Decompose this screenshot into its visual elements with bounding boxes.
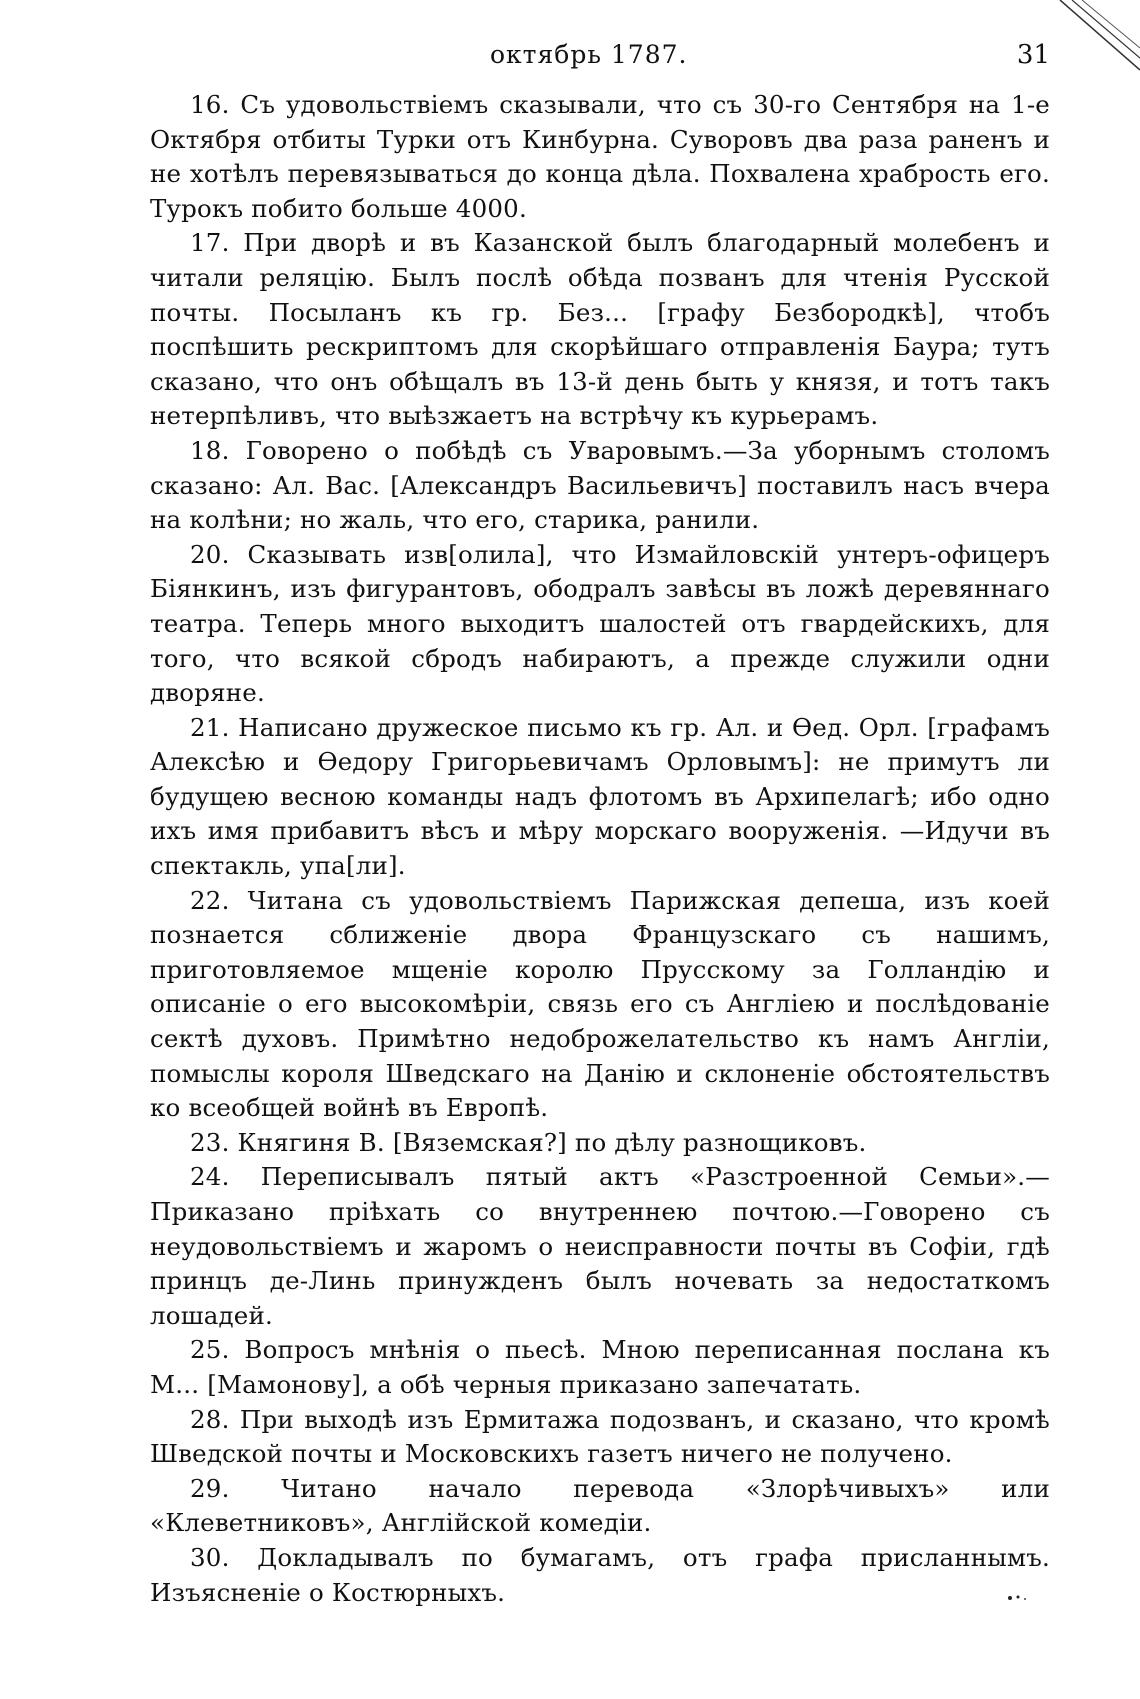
scan-speck <box>1005 1592 1035 1604</box>
running-head: октябрь 1787. <box>490 40 688 69</box>
diary-entry: 17. При дворѣ и въ Казанской былъ благодарный молебенъ и читали реляцію. Былъ послѣ обѣда позванъ для чтенія Русской почты. Посыланъ къ гр. Без... [графу Безбородкѣ], чтобъ поспѣшить рескриптомъ для скорѣйшаго отправленія Баура; тутъ сказано, что онъ обѣщалъ въ 13-й день быть у князя, и тотъ такъ нетерпѣливъ, что выѣзжаетъ на встрѣчу къ курьерамъ. <box>150 228 1050 431</box>
page-header <box>170 40 1050 80</box>
diary-entry: 28. При выходѣ изъ Ермитажа подозванъ, и сказано, что кромѣ Шведской почты и Московскихъ газетъ ничего не получено. <box>150 1404 1050 1469</box>
diary-entry: 29. Читано начало перевода «Злорѣчивыхъ» или «Клеветниковъ», Англійской комедіи. <box>150 1473 1050 1538</box>
diary-entry: 25. Вопросъ мнѣнія о пьесѣ. Мною переписанная послана къ М... [Мамонову], а обѣ черныя приказано запечатать. <box>150 1335 1050 1399</box>
diary-entry: 20. Сказывать изв[олила], что Измайловскій унтеръ-офицеръ Біянкинъ, изъ фигурантовъ, ободралъ завѣсы въ ложѣ деревяннаго театра. Теперь много выходитъ шалостей отъ гвардейскихъ, для того, что всякой сбродъ набираютъ, а прежде служили одни дворяне. <box>150 539 1050 708</box>
diary-entry: 23. Княгиня В. [Вяземская?] по дѣлу разнощиковъ. <box>190 1127 867 1157</box>
diary-entry: 24. Переписывалъ пятый актъ «Разстроенной Семьи».—Приказано пріѣхать со внутреннею почтою.—Говорено съ неудовольствіемъ и жаромъ о неисправности почты въ Софіи, гдѣ принцъ де-Линь принужденъ былъ ночевать за недостаткомъ лошадей. <box>150 1162 1050 1330</box>
page-number: 31 <box>1016 40 1050 70</box>
diary-text <box>150 88 1050 1610</box>
diary-entry: 18. Говорено о побѣдѣ съ Уваровымъ.—За уборнымъ столомъ сказано: Ал. Вас. [Александръ Васильевичъ] поставилъ насъ вчера на колѣни; но жаль, что его, старика, ранили. <box>150 435 1050 535</box>
diary-entry: 21. Написано дружеское письмо къ гр. Ал. и Ѳед. Орл. [графамъ Алексѣю и Ѳедору Григорьевичамъ Орловымъ]: не примутъ ли будущею весною команды надъ флотомъ въ Архипелагѣ; ибо одно ихъ имя прибавитъ вѣсъ и мѣру морскаго вооруженія. —Идучи въ спектакль, упа[ли]. <box>150 712 1050 881</box>
diary-entry: 16. Съ удовольствіемъ сказывали, что съ 30-го Сентября на 1-е Октября отбиты Турки отъ Кинбурна. Суворовъ два раза раненъ и не хотѣлъ перевязываться до конца дѣла. Похвалена храбрость его. Турокъ побито больше 4000. <box>150 90 1050 223</box>
diary-entry: 30. Докладывалъ по бумагамъ, отъ графа присланнымъ. Изъясненіе о Костюрныхъ. <box>150 1542 1050 1607</box>
diary-entry: 22. Читана съ удовольствіемъ Парижская депеша, изъ коей познается сближеніе двора Французскаго съ нашимъ, приготовляемое мщеніе королю Прусскому за Голландію и описаніе о его высокомѣріи, связь его съ Англіею и послѣдованіе сектѣ духовъ. Примѣтно недоброжелательство къ намъ Англіи, помыслы короля Шведскаго на Данію и склоненіе обстоятельствъ ко всеобщей войнѣ въ Европѣ. <box>150 885 1050 1123</box>
